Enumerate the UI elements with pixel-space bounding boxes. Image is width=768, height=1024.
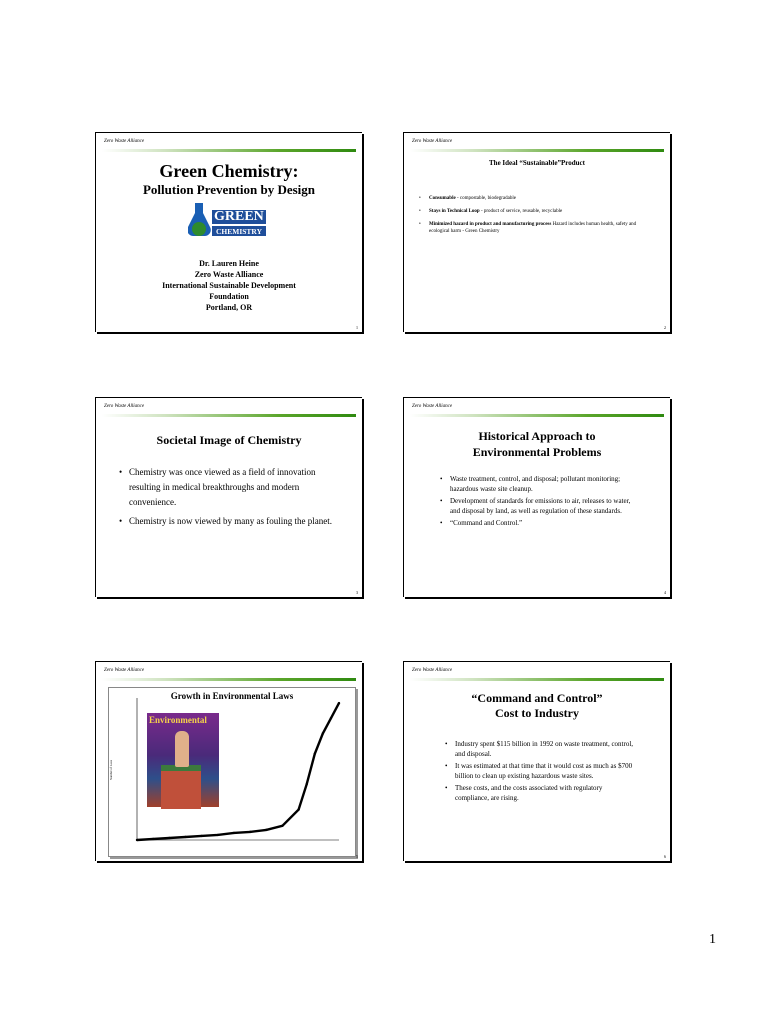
title-line: Historical Approach to [478,429,596,443]
title-line: Environmental Problems [472,445,602,459]
header-bar [410,149,664,152]
slide-5 [95,661,362,861]
slide-4 [403,397,670,597]
slide-header: Zero Waste Alliance [104,404,145,409]
header-bar [410,414,664,417]
author-line: Portland, OR [205,303,253,312]
series-line [137,703,339,840]
data-point [330,717,332,719]
data-point [168,837,170,839]
slide-6 [403,661,670,861]
data-point [314,753,316,755]
slide-header: Zero Waste Alliance [104,668,145,673]
author-line: Zero Waste Alliance [194,270,264,279]
data-point [136,839,138,841]
data-point [265,829,267,831]
list-item: • Consumable - compostable, biodegradable [429,195,650,202]
list-item: • It was estimated at that time that it would cost as much as $700 billion to clean up existing hazardous waste sites. [455,761,636,781]
chart-axes [137,698,339,840]
data-point [184,836,186,838]
slide-header: Zero Waste Alliance [104,139,145,144]
slide-title: The Ideal “Sustainable”Product [489,159,585,167]
list-item: • Chemistry is now viewed by many as fouling the planet. [129,514,340,529]
data-point [249,831,251,833]
slide-2 [403,132,670,332]
slide-1 [95,132,362,332]
header-bar [410,678,664,681]
list-item: • Industry spent $115 billion in 1992 on waste treatment, control, and disposal. [455,739,636,759]
slide-number: 1 [356,325,358,330]
data-point [152,838,154,840]
slide-header: Zero Waste Alliance [412,139,453,144]
page-number: 1 [709,932,716,947]
logo-word-chemistry: CHEMISTRY [216,227,262,236]
slide-title: Societal Image of Chemistry [156,433,302,447]
list-item: • “Command and Control.” [450,518,636,528]
header-bar [102,678,356,681]
chart-ylabel: Number of Laws [109,759,114,781]
magazine-title: Environmental [149,715,207,725]
list-item: • Chemistry was once viewed as a field of innovation resulting in medical breakthroughs and modern convenience. [129,465,340,510]
header-bar [102,414,356,417]
data-point [281,825,283,827]
bullet-list [455,739,636,803]
slide-number: 3 [356,590,358,595]
data-point [322,732,324,734]
header-bar [102,149,356,152]
chart-title: Growth in Environmental Laws [170,691,294,701]
slide-title [404,691,670,721]
logo-word-green: GREEN [214,209,264,224]
data-point [305,783,307,785]
slide-number: 5 [356,854,358,859]
data-point [217,834,219,836]
author-line: Dr. Lauren Heine [199,259,259,268]
title-line: Cost to Industry [494,706,579,720]
data-point [200,835,202,837]
author-block [96,258,362,313]
slide-header: Zero Waste Alliance [412,404,453,409]
list-item: • Waste treatment, control, and disposal; pollutant monitoring; hazardous waste site cleanup. [450,474,636,494]
slide-number: 4 [664,590,666,595]
law-growth-chart [109,688,355,856]
slide-3 [95,397,362,597]
green-chemistry-logo [188,201,268,243]
slide-title: Green Chemistry: [159,161,299,181]
slide-subtitle: Pollution Prevention by Design [142,182,316,197]
slide-header: Zero Waste Alliance [412,668,453,673]
slide-title [404,428,670,460]
data-point [338,702,340,704]
bullet-list [450,474,636,528]
slide-number: 6 [664,854,666,859]
list-item: • Minimized hazard in product and manufacturing process Hazard includes human health, safety and ecological harm - Green Chemistry [429,221,650,235]
data-point [297,808,299,810]
author-line: Foundation [209,292,249,301]
slide-number: 2 [664,325,666,330]
author-line: International Sustainable Development [162,281,296,290]
chart-frame [108,687,356,857]
data-point [233,832,235,834]
title-line: “Command and Control” [471,691,603,705]
list-item: • Stays in Technical Loop - product of service, reusable, recyclable [429,208,650,215]
list-item: • These costs, and the costs associated with regulatory compliance, are rising. [455,783,636,803]
bullet-list [429,195,650,235]
list-item: • Development of standards for emissions to air, releases to water, and disposal by land, as well as regulation of these standards. [450,496,636,516]
bullet-list [129,465,340,529]
